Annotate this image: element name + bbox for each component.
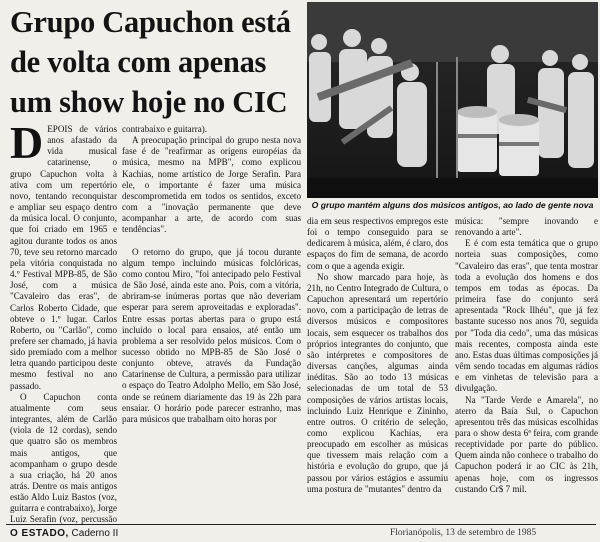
paragraph: dia em seus respectivos empregos este foi o tempo conseguido para se dedicarem à música, além, é claro, dos espaços do fim de semana, de acordo com o que a agenda exigir. [307,216,448,271]
band-photo [307,2,598,198]
publication-name: O ESTADO, [10,528,69,539]
paragraph: E é com esta temática que o grupo norteia suas composições, como "Cavaleiro das eras", que tenta mostrar toda a evolução dos homens e dos tempos em todas as épocas. Da primeira fase do conjunto será apresentada "Rock Ilhéu", que já fez bastante sucesso nos anos 70, seguida por "Toda dia cedo", uma das músicas mais recentes, composta ainda este ano. Estas duas últimas composições já vêm sendo tocadas em algumas rádios e em vinhetas de televisão para a divulgação. [455,238,598,394]
paragraph: A preocupação principal do grupo nesta nova fase é de "reafirmar as origens européias da música, mesmo na MPB", como explicou Kachias, nome artístico de Jorge Serafin. Para ele, o importante é fazer uma música descomprometida em todos os sentidos, exceto com a "inovação permanente que deve acompanhar a arte, de acordo com suas tendências". [122,135,301,235]
paragraph: contrabaixo e guitarra). [122,124,208,134]
footer-divider [6,524,596,525]
section-name: Caderno II [71,528,119,539]
dateline: Florianópolis, 13 de setembro de 1985 [390,528,537,538]
drop-cap: D [10,124,44,168]
article-column-2 [122,124,301,524]
publication-line [10,527,118,540]
paragraph: EPOIS de vários anos afastado da vida musical catarinense, o grupo Capuchon volta à ativa com um repertório novo, tentando reconquistar e ampliar seu espaço dentro da música local. O conjunto, que foi criado em 1965 e agitou durante todos os anos 70, teve seu retorno marcado pela vitória conquistada no 4.º Festival MPB-85, de São José, com a música "Cavaleiro das eras", de Carlos Roberto Cidade, que obteve o 1.º lugar. Carlos Roberto, ou "Carlão", como prefere ser chamado, já havia sido premiado com a melhor letra quando participou deste mesmo festival no ano passado. [10,124,117,391]
paragraph: No show marcado para hoje, às 21h, no Centro Integrado de Cultura, o Capuchon apresentará um repertório novo, com a participação de letras de diversos músicos e compositores locais, sem esquecer os trabalhos dos próprios integrantes do conjunto, que são intérpretes e compositores de diversas canções, algumas ainda inéditas. São ao todo 13 músicas selecionadas de um total de 53 composições de vários artistas locais, incluindo Luiz Henrique e Zininho, entre outros. O critério de seleção, como explicou Kachias, era preocupado em escolher as músicas que tivessem mais relação com a história e evolução do grupo, que já passou por vários estágios e assumiu uma postura de "mutantes" dentro da [307,271,448,494]
photo-caption: O grupo mantém alguns dos músicos antigos, ao lado de gente nova [311,200,594,210]
headline: Grupo Capuchon está de volta com apenas um show hoje no CIC [10,5,291,119]
article-column-4 [455,216,598,524]
paragraph: música: "sempre inovando e renovando a arte". [455,216,598,238]
article-column-1 [10,124,117,524]
paragraph: O retorno do grupo, que já tocou durante algum tempo incluindo músicas folclóricas, como contou Miro, "foi antecipado pelo Festival de São José, ainda este ano. Pois, com a vitória, abriram-se inúmeras portas que não deveriam esperar para serem aproveitadas e exploradas". Entre essas portas abertas para o grupo está incluído o local para ensaios, até então um problema a ser resolvido pelos músicos. Com o sucesso obtido no MPB-85 de São José o conjunto obteve, através da Fundação Catarinense de Cultura, a permissão para utilizar o espaço do Teatro Adolpho Mello, em São José, onde se reúnem diariamente das 19 às 22h para ensaiar. O horário pode parecer estranho, mas para músicos que trabalham oito horas por [122,246,301,424]
paragraph: O Capuchon conta atualmente com seus integrantes, além de Carlão (viola de 12 cordas), sendo que quatro são os membros mais antigos, que acompanham o grupo desde a sua criação, há 20 anos atrás. Dentre os mais antigos estão Aldo Luiz Bastos (voz, guitarra e contrabaixo), Jorge Luiz Serafin (voz, percussão [10,391,117,524]
article-column-3 [307,216,448,524]
paragraph: Na "Tarde Verde e Amarela", no aterro da Baía Sul, o Capuchon apresentou três das músicas escolhidas para o show desta 6ª feira, com grande receptividade por parte do público. Quem ainda não conhece o trabalho do Capuchon poderá ir ao CIC às 21h, apenas hoje, com os ingressos custando Cr$ 7 mil. [455,394,598,494]
